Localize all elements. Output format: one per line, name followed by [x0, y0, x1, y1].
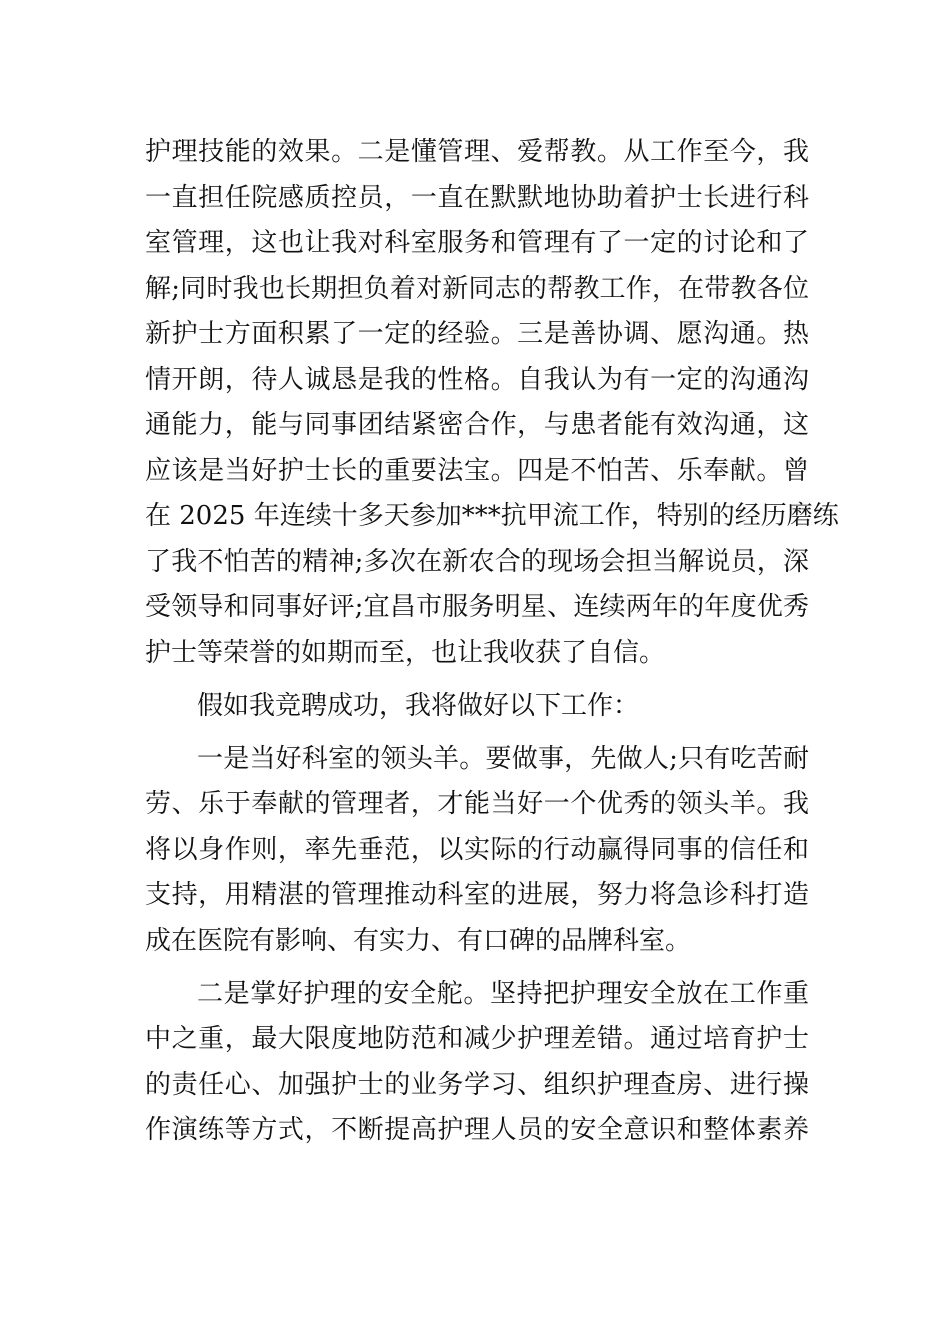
text-line: 中之重，最大限度地防范和减少护理差错。通过培育护士 [145, 1024, 809, 1054]
text-line: 在 2025 年连续十多天参加***抗甲流工作，特别的经历磨练 [145, 501, 839, 531]
text-line: 护理技能的效果。二是懂管理、爱帮教。从工作至今，我 [145, 137, 809, 167]
text-line: 的责任心、加强护士的业务学习、组织护理查房、进行操 [145, 1069, 809, 1100]
paragraph-4 [145, 972, 809, 1154]
text-line: 解;同时我也长期担负着对新同志的帮教工作，在带教各位 [145, 273, 809, 304]
text-line: 支持，用精湛的管理推动科室的进展，努力将急诊科打造 [145, 880, 809, 910]
text-line: 假如我竞聘成功，我将做好以下工作： [197, 690, 640, 721]
text-line: 室管理，这也让我对科室服务和管理有了一定的讨论和了 [145, 228, 809, 258]
text-line: 了我不怕苦的精神;多次在新农合的现场会担当解说员，深 [145, 546, 809, 577]
paragraph-3 [145, 737, 809, 965]
text-line: 新护士方面积累了一定的经验。三是善协调、愿沟通。热 [145, 319, 809, 349]
text-line: 受领导和同事好评;宜昌市服务明星、连续两年的年度优秀 [145, 592, 809, 622]
text-line: 作演练等方式，不断提高护理人员的安全意识和整体素养 [145, 1115, 809, 1145]
text-line: 情开朗，待人诚恳是我的性格。自我认为有一定的沟通沟 [145, 364, 809, 395]
body-text [145, 130, 839, 1154]
text-line: 护士等荣誉的如期而至，也让我收获了自信。 [145, 637, 666, 668]
text-line: 一是当好科室的领头羊。要做事，先做人;只有吃苦耐 [197, 743, 809, 774]
paragraph-1 [145, 130, 839, 676]
text-line: 通能力，能与同事团结紧密合作，与患者能有效沟通，这 [145, 410, 809, 440]
paragraph-2 [145, 684, 809, 730]
text-line: 二是掌好护理的安全舵。坚持把护理安全放在工作重 [197, 978, 809, 1009]
text-line: 一直担任院感质控员，一直在默默地协助着护士长进行科 [145, 182, 809, 213]
text-line: 劳、乐于奉献的管理者，才能当好一个优秀的领头羊。我 [145, 789, 809, 819]
text-line: 成在医院有影响、有实力、有口碑的品牌科室。 [145, 925, 692, 956]
text-line: 将以身作则，率先垂范，以实际的行动赢得同事的信任和 [145, 834, 809, 865]
text-line: 应该是当好护士长的重要法宝。四是不怕苦、乐奉献。曾 [145, 455, 809, 486]
